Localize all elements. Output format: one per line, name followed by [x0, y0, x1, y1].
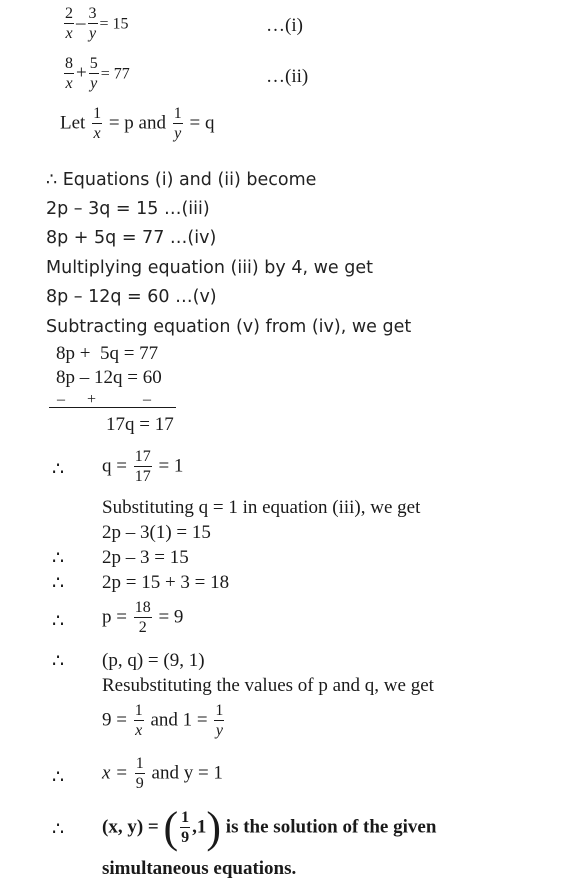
fraction: $\frac{2}{x}$	[65, 5, 73, 42]
equation-1: $\frac{2}{x}$ – $\frac{3}{y}$ = 15	[65, 5, 129, 42]
step-line: 2p – 3(1) = 15	[102, 522, 211, 543]
resubstitution-text: Resubstituting the values of p and q, we get	[102, 675, 434, 696]
reciprocal-equations: 9 = $\frac{1}{x}$ and 1 = $\frac{1}{y}$	[102, 702, 224, 739]
fraction: $\frac{1}{x}$	[134, 702, 143, 739]
text-line: 8p + 5q = 77 …(iv)	[46, 228, 217, 248]
fraction: $\frac{1}{y}$	[215, 702, 224, 739]
equation-2: $\frac{8}{x}$ + $\frac{5}{y}$ = 77	[65, 55, 130, 92]
therefore-symbol: ∴	[52, 819, 65, 840]
substitution-text: Substituting q = 1 in equation (iii), we get	[102, 497, 421, 518]
subtraction-rule	[49, 407, 176, 408]
subtraction-row-2: 8p – 12q = 60	[56, 367, 162, 388]
therefore-symbol: ∴	[52, 611, 65, 632]
text-line: 8p – 12q = 60 …(v)	[46, 287, 217, 307]
sign-minus: –	[57, 391, 65, 408]
equation-1-tag: …(i)	[266, 15, 303, 36]
therefore-symbol: ∴	[52, 459, 65, 480]
final-answer: (x, y) = ( $\frac{1}{9}$ ,1) is the solution of the given	[102, 803, 437, 852]
therefore-symbol: ∴	[52, 767, 65, 788]
fraction: $\frac{1}{x}$	[93, 105, 102, 142]
fraction: $\frac{1}{9}$	[181, 809, 190, 846]
text-line: ∴ Equations (i) and (ii) become	[46, 170, 317, 190]
fraction: $\frac{1}{9}$	[135, 755, 144, 792]
pq-values: (p, q) = (9, 1)	[102, 650, 205, 671]
subtraction-result: 17q = 17	[106, 414, 174, 435]
right-paren: )	[206, 803, 222, 852]
fraction: $\frac{5}{y}$	[89, 55, 98, 92]
left-paren: (	[163, 803, 179, 852]
text-line: Multiplying equation (iii) by 4, we get	[46, 258, 373, 278]
fraction: $\frac{1}{y}$	[173, 105, 182, 142]
p-solution: p = $\frac{18}{2}$ = 9	[102, 599, 184, 636]
therefore-symbol: ∴	[52, 573, 65, 594]
let-substitution: Let $\frac{1}{x}$ = p and $\frac{1}{y}$ = q	[60, 105, 215, 142]
q-solution: q = $\frac{17}{17}$ = 1	[102, 448, 184, 485]
fraction: $\frac{8}{x}$	[65, 55, 73, 92]
final-answer-line-2: simultaneous equations.	[102, 858, 297, 879]
step-line: 2p = 15 + 3 = 18	[102, 572, 230, 593]
therefore-symbol: ∴	[52, 548, 65, 569]
xy-values: x = $\frac{1}{9}$ and y = 1	[102, 755, 223, 792]
equation-2-tag: …(ii)	[266, 66, 309, 87]
text-line: 2p – 3q = 15 …(iii)	[46, 199, 210, 219]
subtraction-row-1: 8p + 5q = 77	[56, 343, 159, 364]
therefore-symbol: ∴	[52, 651, 65, 672]
fraction: $\frac{3}{y}$	[88, 5, 97, 42]
fraction: $\frac{18}{2}$	[134, 599, 151, 636]
fraction: $\frac{17}{17}$	[134, 448, 151, 485]
sign-plus: +	[87, 391, 97, 408]
step-line: 2p – 3 = 15	[102, 547, 189, 568]
text-line: Subtracting equation (v) from (iv), we get	[46, 317, 412, 337]
sign-minus: –	[143, 391, 151, 408]
